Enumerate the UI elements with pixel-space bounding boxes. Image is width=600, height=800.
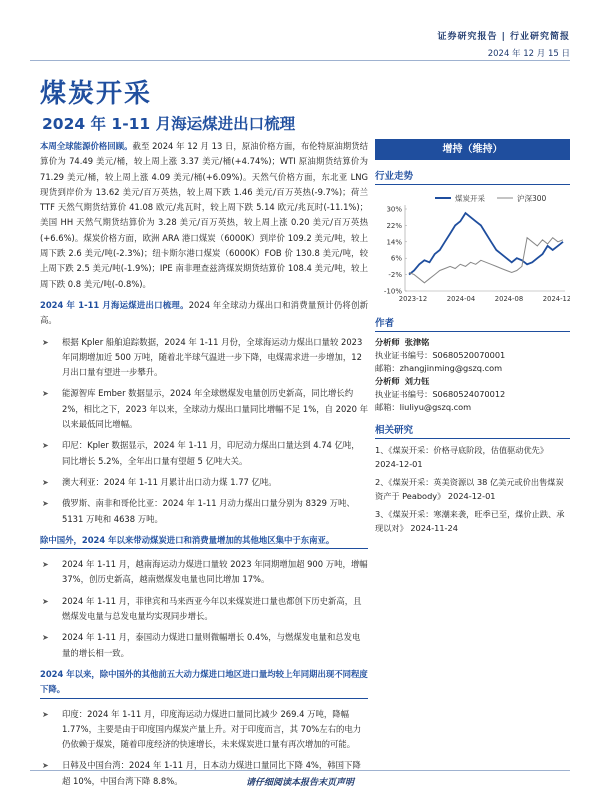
trend-heading: 行业走势 (375, 168, 570, 185)
footer-divider (30, 770, 570, 771)
y-tick-label: 14% (386, 238, 402, 247)
related-item[interactable]: 1、《煤炭开采：价格寻底阶段，估值驱动优先》 2024-12-01 (375, 445, 549, 469)
summary-text: 截至 2024 年 12 月 13 日，原油价格方面，布伦特原油期货结算价为 74.49 美元/桶，较上周上涨 3.37 美元/桶(+4.74%)；WTI 原油期货结算价为 71.29 美元/桶，较上周上涨 4.09 美元/桶(+6.09%)。天然气价格方面，东北亚 LNG 现货到岸价为 13.62 美元/百万英热，较上周下跌 1.46 美元/百万英热(-9.7%)；荷兰 TTF 天然气期货结算价 41.08 欧元/兆瓦时，较上周下跌 5.14 欧元/兆瓦时(-11.1%)；美国 HH 天然气期货结算价为 3.28 美元/百万英热，较上周上涨 0.20 美元/百万英热(+6.6%)。煤炭价格方面，欧洲 ARA 港口煤炭（6000K）到岸价 109.2 美元/吨，较上周下跌 2.6 美元/吨(-2.3%)；纽卡斯尔港口煤炭（6000K）FOB 价 130.8 美元/吨，较上周下跌 2.5 美元/吨(-1.9%)；IPE 南非理查兹湾煤炭期货结算价 108.4 美元/吨，较上周下跌 0.8 美元/吨(-0.8%)。 (40, 141, 368, 289)
industry-name: 煤炭开采 (40, 79, 153, 109)
author-heading: 作者 (375, 315, 570, 332)
analyst-cert (375, 349, 570, 362)
analyst-role: 分析师 (375, 376, 400, 386)
list-item: ➤ 2024 年 1-11 月，泰国动力煤进口量则微幅增长 0.4%，与燃煤发电量和总发电量的增长相一致。 (40, 630, 368, 661)
section-intro-head: 2024 年 1-11 月海运煤进出口梳理。 (40, 299, 189, 310)
email-link[interactable]: liuliyu@gszq.com (399, 402, 472, 412)
x-tick-label: 2023-12 (398, 295, 428, 303)
list-item: ➤ 印尼：Kpler 数据显示，2024 年 1-11 月，印尼动力煤出口量达到 4.74 亿吨，同比增长 5.2%，全年出口量有望超 5 亿吨大关。 (40, 438, 368, 469)
disclaimer-footer: 请仔细阅读本报告末页声明 (245, 778, 354, 788)
summary-paragraph (40, 139, 368, 292)
cert-number: S0680524070012 (432, 389, 506, 399)
bullet-list-1 (40, 335, 368, 527)
section-intro-text: 2024 年全球动力煤出口和消费量预计仍将创新高。 (40, 299, 368, 326)
sidebar (375, 139, 570, 535)
related-list (375, 443, 570, 535)
analyst-role: 分析师 (375, 337, 400, 347)
industry-trend-chart (375, 189, 570, 307)
x-tick-label: 2024-08 (494, 295, 524, 303)
summary-head: 本周全球能源价格回顾。 (40, 141, 133, 151)
email-label: 邮箱： (375, 402, 400, 412)
subsection-heading-top-importers: 2024 年以来，除中国外的其他前五大动力煤进口地区进口量均较上年同期出现不同程度下降。 (40, 667, 368, 699)
email-link[interactable]: zhangjinming@gszq.com (399, 363, 503, 373)
y-tick-label: -10% (383, 287, 402, 296)
list-item: ➤ 日韩及中国台湾：2024 年 1-11 月，日本动力煤进口量同比下降 4%，韩国下降超 10%，中国台湾下降 8.8%。 (40, 758, 368, 789)
cert-number: S0680520070001 (432, 350, 506, 360)
analyst-block (375, 336, 570, 414)
analyst-email (375, 362, 570, 375)
y-tick-label: 30% (386, 205, 402, 214)
y-tick-label: -2% (388, 271, 402, 280)
analyst-name-row (375, 336, 570, 349)
list-item: ➤ 根据 Kpler 船舶追踪数据，2024 年 1-11 月份，全球海运动力煤出口量较 2023 年同期增加近 500 万吨，随着北半球气温进一步下降，电煤需求进一步增加，12 月出口量有望进一步攀升。 (40, 335, 368, 381)
x-tick-label: 2024-04 (446, 295, 476, 303)
analyst-name: 张津铭 (404, 337, 430, 347)
analyst-cert (375, 388, 570, 401)
report-category: 证券研究报告 | 行业研究简报 (437, 32, 570, 42)
report-header (437, 29, 570, 59)
y-tick-label: 22% (386, 221, 402, 230)
related-item[interactable]: 2、《煤炭开采：英美资源以 38 亿美元或价出售煤炭资产于 Peabody》 2024-12-01 (375, 477, 564, 501)
analyst-name: 刘力钰 (404, 376, 430, 386)
subsection-heading-southeast-asia: 除中国外，2024 年以来带动煤炭进口和消费量增加的其他地区集中于东南亚。 (40, 533, 368, 549)
analyst-name-row (375, 375, 570, 388)
legend-label: 沪深300 (517, 194, 547, 203)
list-item: ➤ 2024 年 1-11 月，菲律宾和马来西亚今年以来煤炭进口量也都创下历史新高，且燃煤发电量与总发电量均实现同步增长。 (40, 594, 368, 625)
cert-label: 执业证书编号： (375, 389, 433, 399)
related-heading: 相关研究 (375, 422, 570, 439)
legend-label: 煤炭开采 (455, 194, 485, 203)
section-intro (40, 298, 368, 329)
report-date: 2024 年 12 月 15 日 (487, 49, 570, 59)
list-item: ➤ 俄罗斯、南非和哥伦比亚：2024 年 1-11 月动力煤出口量分别为 8329 万吨、5131 万吨和 4638 万吨。 (40, 496, 368, 527)
header-divider (30, 60, 570, 61)
analyst-email (375, 401, 570, 414)
rating-badge: 增持（维持） (375, 139, 570, 160)
main-body (40, 139, 368, 795)
list-item: ➤ 能源智库 Ember 数据显示，2024 年全球燃煤发电量创历史新高，同比增长约 2%，相比之下，2023 年以来，全球动力煤出口量同比增幅不足 1%，自 2020 年以来最低同比增幅。 (40, 386, 368, 432)
bullet-list-2 (40, 557, 368, 661)
list-item: ➤ 澳大利亚：2024 年 1-11 月累计出口动力煤 1.77 亿吨。 (40, 475, 368, 490)
report-title: 2024 年 1-11 月海运煤进出口梳理 (42, 115, 296, 133)
x-tick-label: 2024-12 (542, 295, 570, 303)
series-line (409, 238, 563, 283)
email-label: 邮箱： (375, 363, 400, 373)
list-item: ➤ 2024 年 1-11 月，越南海运动力煤进口量较 2023 年同期增加超 900 万吨，增幅 37%，创历史新高，越南燃煤发电量也同比增加 17%。 (40, 557, 368, 588)
cert-label: 执业证书编号： (375, 350, 433, 360)
y-tick-label: 6% (390, 254, 402, 263)
related-item[interactable]: 3、《煤炭开采：寒潮来袭，旺季已至，煤价止跌、承现以对》 2024-11-24 (375, 509, 565, 533)
list-item: ➤ 印度：2024 年 1-11 月，印度海运动力煤进口量同比减少 269.4 万吨，降幅 1.77%，主要是由于印度国内煤炭产量上升。对于印度而言，其 70%左右的电力仍依赖于煤炭，随着印度经济的快速增长，未来煤炭进口量有再次增加的可能。 (40, 707, 368, 753)
series-line (409, 213, 563, 275)
